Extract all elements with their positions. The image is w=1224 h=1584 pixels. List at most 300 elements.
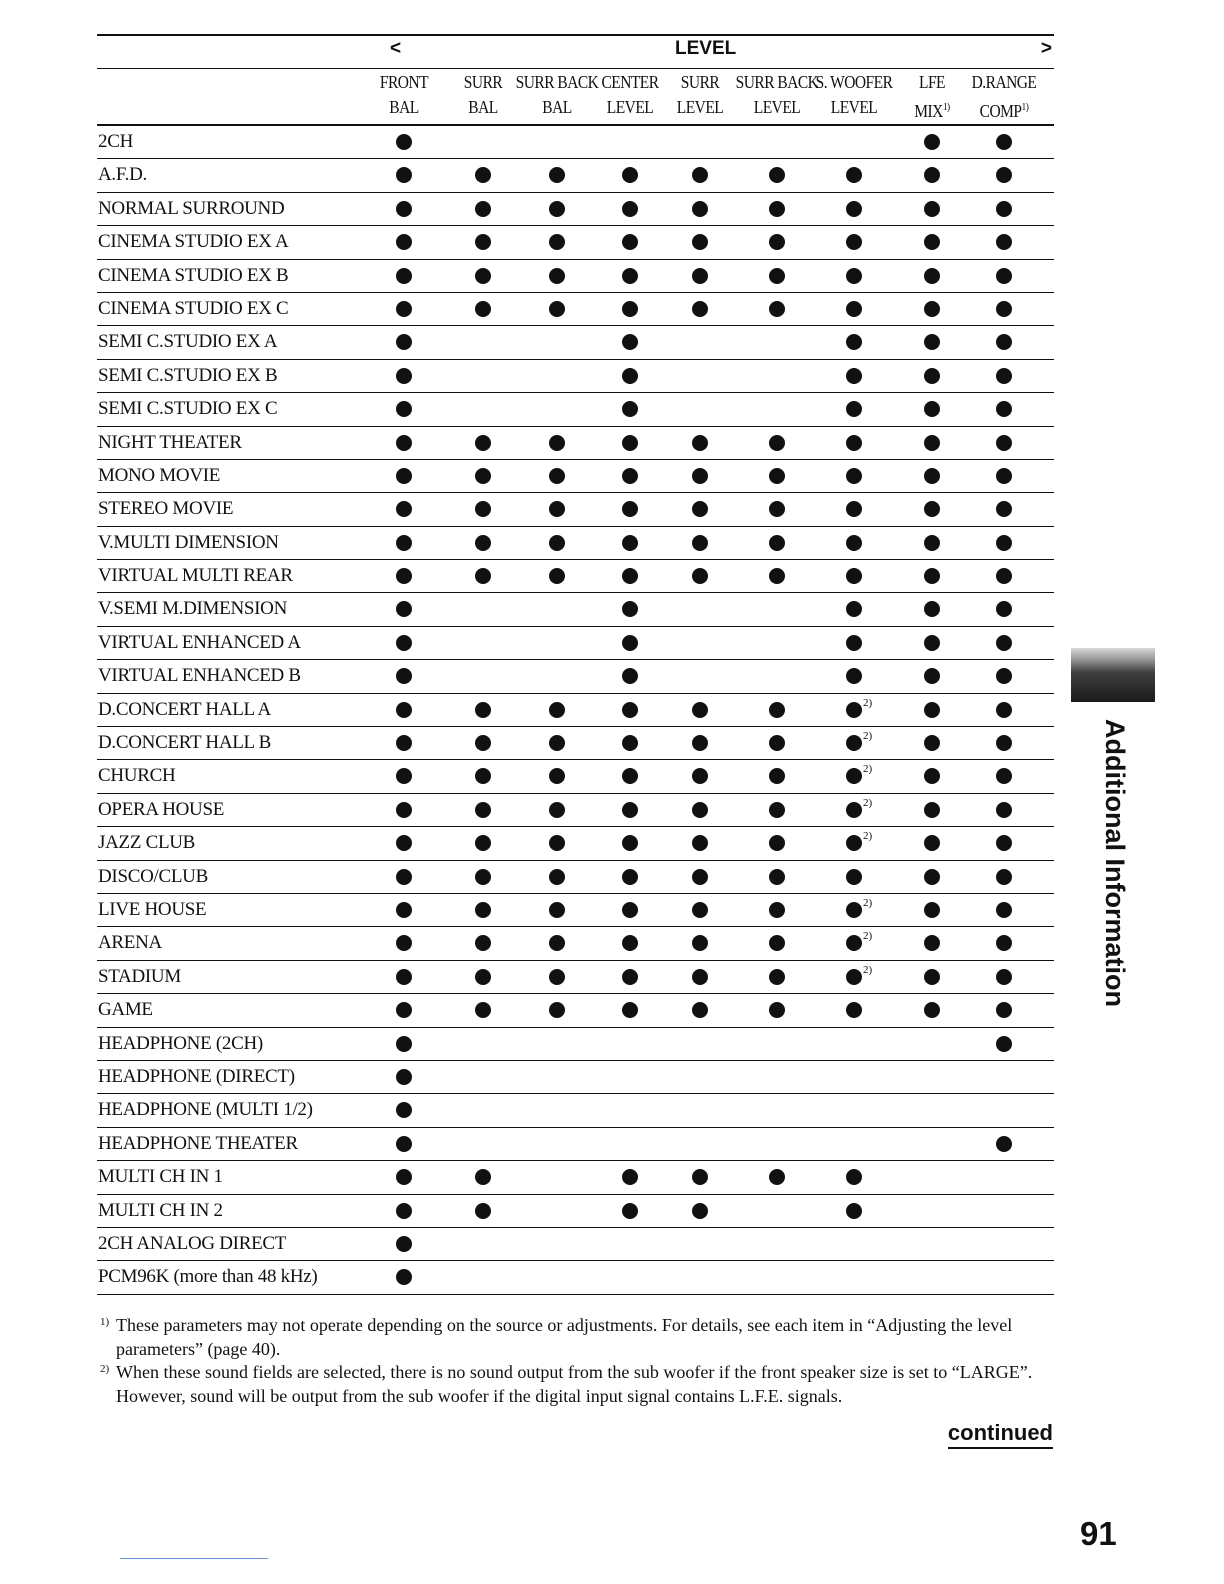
bullet-dot-icon	[549, 201, 565, 217]
bullet-dot-icon	[475, 167, 491, 183]
column-header-line2-text: BAL	[542, 97, 572, 117]
footnote-2-mark: 2)	[863, 930, 873, 943]
table-row	[97, 660, 1054, 693]
bullet-dot-icon	[622, 902, 638, 918]
column-header-line2-text: LEVEL	[753, 97, 801, 117]
bullet-dot-icon	[692, 167, 708, 183]
bullet-dot-icon	[396, 1036, 412, 1052]
bullet-dot-icon	[622, 201, 638, 217]
bullet-dot-icon	[475, 902, 491, 918]
footnote-mark: 1)	[100, 1316, 110, 1328]
bullet-dot-icon	[924, 768, 940, 784]
bullet-dot-icon	[924, 234, 940, 250]
sound-field-label: VIRTUAL MULTI REAR	[98, 565, 293, 587]
bullet-dot-icon	[622, 234, 638, 250]
table-row	[97, 560, 1054, 593]
sound-field-label: CINEMA STUDIO EX B	[98, 264, 289, 286]
bullet-dot-icon	[846, 1203, 862, 1219]
bullet-dot-icon	[396, 368, 412, 384]
bullet-dot-icon	[924, 268, 940, 284]
bullet-dot-icon	[846, 869, 862, 885]
footnote-2-mark: 2)	[863, 763, 873, 776]
bullet-dot-icon	[475, 969, 491, 985]
bullet-dot-icon	[622, 535, 638, 551]
bullet-dot-icon	[996, 167, 1012, 183]
bullet-dot-icon	[475, 835, 491, 851]
bullet-dot-icon	[846, 601, 862, 617]
bullet-dot-icon	[924, 368, 940, 384]
bullet-dot-icon	[396, 568, 412, 584]
sound-field-label: DISCO/CLUB	[98, 865, 208, 887]
footnote-text: When these sound fields are selected, there is no sound output from the sub woofer if the front speaker size is set to “LARGE”. However, sound will be output from the sub woofer if the digital input signal contains L.F.E. signals.	[116, 1362, 1033, 1406]
sound-field-label: STEREO MOVIE	[98, 498, 234, 520]
bullet-dot-icon	[769, 201, 785, 217]
sound-field-label: STADIUM	[98, 965, 181, 987]
level-left-arrow: <	[390, 38, 402, 59]
bullet-dot-icon	[475, 201, 491, 217]
column-header-footnote-mark: 1)	[942, 101, 950, 113]
bullet-dot-icon	[396, 768, 412, 784]
bullet-dot-icon	[996, 869, 1012, 885]
bullet-dot-icon	[622, 468, 638, 484]
sound-field-label: CINEMA STUDIO EX A	[98, 231, 289, 253]
table-row	[97, 427, 1054, 460]
bullet-dot-icon	[692, 201, 708, 217]
bullet-dot-icon	[692, 435, 708, 451]
bullet-dot-icon	[475, 501, 491, 517]
bullet-dot-icon	[769, 435, 785, 451]
table-row	[97, 961, 1054, 994]
table-row	[97, 1261, 1054, 1294]
bullet-dot-icon	[622, 601, 638, 617]
footnote-2-mark: 2)	[863, 896, 873, 909]
bullet-dot-icon	[692, 1002, 708, 1018]
bullet-dot-icon	[396, 802, 412, 818]
table-row	[97, 861, 1054, 894]
bullet-dot-icon	[396, 167, 412, 183]
sound-field-label: V.SEMI M.DIMENSION	[98, 598, 288, 620]
sound-field-label: HEADPHONE (MULTI 1/2)	[98, 1099, 313, 1121]
bullet-dot-icon	[692, 1203, 708, 1219]
bullet-dot-icon	[475, 802, 491, 818]
bullet-dot-icon	[846, 969, 862, 985]
bullet-dot-icon	[846, 301, 862, 317]
bullet-dot-icon	[996, 601, 1012, 617]
bullet-dot-icon	[996, 435, 1012, 451]
bullet-dot-icon	[549, 468, 565, 484]
bullet-dot-icon	[475, 702, 491, 718]
sound-field-label: HEADPHONE THEATER	[98, 1132, 298, 1154]
bullet-dot-icon	[769, 768, 785, 784]
column-header-line2-text: COMP	[979, 101, 1022, 121]
bullet-dot-icon	[549, 969, 565, 985]
sound-field-label: MONO MOVIE	[98, 464, 221, 486]
table-row	[97, 360, 1054, 393]
bullet-dot-icon	[549, 835, 565, 851]
bullet-dot-icon	[396, 1069, 412, 1085]
bullet-dot-icon	[846, 768, 862, 784]
column-header-line2-text: LEVEL	[606, 97, 654, 117]
bullet-dot-icon	[846, 835, 862, 851]
bullet-dot-icon	[622, 401, 638, 417]
bullet-dot-icon	[924, 601, 940, 617]
bullet-dot-icon	[996, 201, 1012, 217]
bullet-dot-icon	[924, 668, 940, 684]
bullet-dot-icon	[846, 535, 862, 551]
sound-field-label: SEMI C.STUDIO EX C	[98, 398, 278, 420]
bullet-dot-icon	[549, 568, 565, 584]
bullet-dot-icon	[622, 735, 638, 751]
bullet-dot-icon	[996, 668, 1012, 684]
bullet-dot-icon	[549, 902, 565, 918]
bullet-dot-icon	[396, 1169, 412, 1185]
bullet-dot-icon	[996, 268, 1012, 284]
bullet-dot-icon	[996, 234, 1012, 250]
table-row	[97, 1161, 1054, 1194]
bullet-dot-icon	[769, 802, 785, 818]
bullet-dot-icon	[396, 935, 412, 951]
bullet-dot-icon	[396, 468, 412, 484]
bullet-dot-icon	[549, 501, 565, 517]
bullet-dot-icon	[396, 668, 412, 684]
bullet-dot-icon	[846, 902, 862, 918]
bullet-dot-icon	[996, 1036, 1012, 1052]
bullet-dot-icon	[846, 268, 862, 284]
bullet-dot-icon	[692, 835, 708, 851]
footnote-2-mark: 2)	[863, 730, 873, 743]
bullet-dot-icon	[996, 368, 1012, 384]
bullet-dot-icon	[475, 268, 491, 284]
bullet-dot-icon	[924, 869, 940, 885]
table-row	[97, 694, 1054, 727]
column-header-line1: LFE	[919, 72, 945, 92]
bullet-dot-icon	[396, 702, 412, 718]
bullet-dot-icon	[924, 167, 940, 183]
footnote-2	[100, 1361, 1060, 1408]
bullet-dot-icon	[924, 835, 940, 851]
bullet-dot-icon	[769, 935, 785, 951]
bullet-dot-icon	[996, 535, 1012, 551]
bullet-dot-icon	[549, 869, 565, 885]
table-body	[97, 126, 1054, 1295]
bullet-dot-icon	[549, 435, 565, 451]
bullet-dot-icon	[996, 835, 1012, 851]
bullet-dot-icon	[769, 468, 785, 484]
column-header-line1: FRONT	[379, 72, 429, 92]
bullet-dot-icon	[396, 1236, 412, 1252]
bullet-dot-icon	[846, 401, 862, 417]
bullet-dot-icon	[996, 568, 1012, 584]
sound-field-label: VIRTUAL ENHANCED B	[98, 665, 301, 687]
bullet-dot-icon	[846, 201, 862, 217]
column-header-line1: CENTER	[601, 72, 659, 92]
bullet-dot-icon	[769, 902, 785, 918]
bullet-dot-icon	[396, 134, 412, 150]
bullet-dot-icon	[846, 802, 862, 818]
bullet-dot-icon	[692, 301, 708, 317]
table-top-rule	[97, 34, 1054, 36]
bullet-dot-icon	[622, 835, 638, 851]
bullet-dot-icon	[769, 1169, 785, 1185]
bullet-dot-icon	[475, 1002, 491, 1018]
bullet-dot-icon	[924, 902, 940, 918]
bullet-dot-icon	[846, 568, 862, 584]
bullet-dot-icon	[996, 635, 1012, 651]
bullet-dot-icon	[396, 201, 412, 217]
sound-field-label: D.CONCERT HALL A	[98, 698, 271, 720]
bullet-dot-icon	[622, 167, 638, 183]
table-row	[97, 1094, 1054, 1127]
section-tab-marker	[1071, 648, 1155, 702]
bullet-dot-icon	[846, 1002, 862, 1018]
table-row	[97, 527, 1054, 560]
bullet-dot-icon	[769, 835, 785, 851]
bullet-dot-icon	[475, 768, 491, 784]
bullet-dot-icon	[622, 869, 638, 885]
level-right-arrow: >	[1040, 38, 1052, 59]
bullet-dot-icon	[396, 869, 412, 885]
column-header-line2-text: LEVEL	[830, 97, 878, 117]
bullet-dot-icon	[924, 435, 940, 451]
section-side-label-text: Additional Information	[1100, 719, 1130, 1007]
bullet-dot-icon	[924, 1002, 940, 1018]
bullet-dot-icon	[996, 1136, 1012, 1152]
bullet-dot-icon	[996, 735, 1012, 751]
bullet-dot-icon	[396, 1136, 412, 1152]
bullet-dot-icon	[769, 301, 785, 317]
bullet-dot-icon	[692, 702, 708, 718]
bullet-dot-icon	[622, 1203, 638, 1219]
bullet-dot-icon	[622, 1169, 638, 1185]
column-header-line2-text: MIX	[914, 101, 943, 121]
table-row	[97, 1028, 1054, 1061]
bullet-dot-icon	[396, 435, 412, 451]
footnote-2-mark: 2)	[863, 830, 873, 843]
bullet-dot-icon	[924, 334, 940, 350]
bullet-dot-icon	[396, 902, 412, 918]
sound-field-label: MULTI CH IN 2	[98, 1199, 223, 1221]
table-row	[97, 627, 1054, 660]
bullet-dot-icon	[769, 568, 785, 584]
continued-label: continued	[948, 1420, 1053, 1449]
bullet-dot-icon	[396, 535, 412, 551]
table-row	[97, 1228, 1054, 1261]
table-row	[97, 126, 1054, 159]
bullet-dot-icon	[396, 301, 412, 317]
table-row	[97, 894, 1054, 927]
bullet-dot-icon	[769, 969, 785, 985]
bullet-dot-icon	[924, 802, 940, 818]
table-row	[97, 193, 1054, 226]
section-side-label	[1098, 719, 1138, 1029]
bullet-dot-icon	[549, 768, 565, 784]
bullet-dot-icon	[396, 835, 412, 851]
bullet-dot-icon	[475, 869, 491, 885]
bullet-dot-icon	[996, 301, 1012, 317]
column-headers	[97, 70, 1054, 124]
table-row	[97, 460, 1054, 493]
bullet-dot-icon	[475, 1169, 491, 1185]
bullet-dot-icon	[924, 501, 940, 517]
bullet-dot-icon	[692, 1169, 708, 1185]
table-row	[97, 827, 1054, 860]
bullet-dot-icon	[396, 1269, 412, 1285]
column-header	[952, 70, 1055, 124]
bullet-dot-icon	[769, 501, 785, 517]
footnote-text: These parameters may not operate depending on the source or adjustments. For details, see each item in “Adjusting the level parameters” (page 40).	[116, 1315, 1013, 1359]
bullet-dot-icon	[846, 668, 862, 684]
bullet-dot-icon	[396, 268, 412, 284]
bullet-dot-icon	[622, 301, 638, 317]
bullet-dot-icon	[549, 802, 565, 818]
bullet-dot-icon	[396, 501, 412, 517]
sound-field-label: A.F.D.	[98, 164, 147, 186]
bullet-dot-icon	[996, 802, 1012, 818]
bullet-dot-icon	[475, 301, 491, 317]
footnote-1	[100, 1314, 1060, 1361]
bullet-dot-icon	[692, 768, 708, 784]
bullet-dot-icon	[549, 702, 565, 718]
table-row	[97, 493, 1054, 526]
sound-field-label: SEMI C.STUDIO EX A	[98, 331, 278, 353]
footnote-2-mark: 2)	[863, 696, 873, 709]
bullet-dot-icon	[692, 234, 708, 250]
bullet-dot-icon	[396, 969, 412, 985]
footnote-2-mark: 2)	[863, 963, 873, 976]
sound-field-label: PCM96K (more than 48 kHz)	[98, 1266, 318, 1288]
bullet-dot-icon	[846, 167, 862, 183]
sound-field-label: OPERA HOUSE	[98, 798, 225, 820]
sound-field-label: ARENA	[98, 932, 162, 954]
bullet-dot-icon	[549, 735, 565, 751]
column-header-footnote-mark: 1)	[1021, 101, 1029, 113]
sound-field-label: D.CONCERT HALL B	[98, 732, 271, 754]
table-row	[97, 1195, 1054, 1228]
sound-field-label: 2CH ANALOG DIRECT	[98, 1232, 287, 1254]
sound-field-label: V.MULTI DIMENSION	[98, 531, 279, 553]
sound-field-label: CINEMA STUDIO EX C	[98, 297, 289, 319]
bullet-dot-icon	[769, 869, 785, 885]
column-header-line1: D.RANGE	[971, 72, 1037, 92]
bullet-dot-icon	[396, 735, 412, 751]
sound-field-label: HEADPHONE (2CH)	[98, 1032, 263, 1054]
column-header-line1: S. WOOFER	[815, 72, 893, 92]
column-header-line2-text: BAL	[389, 97, 419, 117]
column-header-line1: SURR	[463, 72, 503, 92]
bullet-dot-icon	[924, 401, 940, 417]
table-row	[97, 927, 1054, 960]
bullet-dot-icon	[475, 435, 491, 451]
bullet-dot-icon	[996, 501, 1012, 517]
bullet-dot-icon	[396, 334, 412, 350]
bullet-dot-icon	[996, 468, 1012, 484]
column-header-line1: SURR BACK	[515, 72, 599, 92]
bullet-dot-icon	[692, 735, 708, 751]
bullet-dot-icon	[396, 601, 412, 617]
table-row	[97, 760, 1054, 793]
bullet-dot-icon	[475, 735, 491, 751]
bullet-dot-icon	[924, 635, 940, 651]
bottom-line	[120, 1558, 268, 1559]
bullet-dot-icon	[769, 1002, 785, 1018]
bullet-dot-icon	[622, 935, 638, 951]
bullet-dot-icon	[692, 501, 708, 517]
bullet-dot-icon	[769, 535, 785, 551]
bullet-dot-icon	[622, 635, 638, 651]
bullet-dot-icon	[622, 501, 638, 517]
bullet-dot-icon	[996, 935, 1012, 951]
column-header-line2-text: LEVEL	[676, 97, 724, 117]
bullet-dot-icon	[396, 1203, 412, 1219]
bullet-dot-icon	[622, 702, 638, 718]
bullet-dot-icon	[396, 1102, 412, 1118]
column-header-line2	[952, 95, 1055, 124]
bullet-dot-icon	[996, 134, 1012, 150]
bullet-dot-icon	[692, 969, 708, 985]
level-rule	[97, 68, 1054, 69]
bullet-dot-icon	[924, 201, 940, 217]
sound-field-label: HEADPHONE (DIRECT)	[98, 1065, 295, 1087]
bullet-dot-icon	[924, 301, 940, 317]
bullet-dot-icon	[769, 234, 785, 250]
bullet-dot-icon	[549, 935, 565, 951]
bullet-dot-icon	[549, 234, 565, 250]
bullet-dot-icon	[622, 435, 638, 451]
bullet-dot-icon	[846, 234, 862, 250]
bullet-dot-icon	[549, 301, 565, 317]
bullet-dot-icon	[475, 468, 491, 484]
bullet-dot-icon	[996, 768, 1012, 784]
table-row	[97, 326, 1054, 359]
bullet-dot-icon	[622, 1002, 638, 1018]
sound-field-label: NORMAL SURROUND	[98, 197, 285, 219]
table-row	[97, 260, 1054, 293]
table-row	[97, 593, 1054, 626]
table-row	[97, 159, 1054, 192]
sound-field-label: SEMI C.STUDIO EX B	[98, 364, 278, 386]
bullet-dot-icon	[692, 468, 708, 484]
bullet-dot-icon	[846, 735, 862, 751]
bullet-dot-icon	[549, 167, 565, 183]
footnote-2-mark: 2)	[863, 796, 873, 809]
bullet-dot-icon	[622, 368, 638, 384]
bullet-dot-icon	[924, 935, 940, 951]
bullet-dot-icon	[475, 234, 491, 250]
bullet-dot-icon	[475, 568, 491, 584]
bullet-dot-icon	[924, 568, 940, 584]
bullet-dot-icon	[924, 134, 940, 150]
bullet-dot-icon	[692, 268, 708, 284]
bullet-dot-icon	[396, 1002, 412, 1018]
bullet-dot-icon	[692, 869, 708, 885]
bullet-dot-icon	[846, 468, 862, 484]
bullet-dot-icon	[846, 368, 862, 384]
table-row	[97, 794, 1054, 827]
bullet-dot-icon	[846, 435, 862, 451]
bullet-dot-icon	[924, 969, 940, 985]
bullet-dot-icon	[475, 1203, 491, 1219]
bullet-dot-icon	[996, 401, 1012, 417]
bullet-dot-icon	[692, 902, 708, 918]
bullet-dot-icon	[622, 802, 638, 818]
sound-field-label: GAME	[98, 999, 153, 1021]
table-row	[97, 226, 1054, 259]
bullet-dot-icon	[549, 268, 565, 284]
bullet-dot-icon	[924, 468, 940, 484]
bullet-dot-icon	[622, 668, 638, 684]
bullet-dot-icon	[622, 568, 638, 584]
bullet-dot-icon	[549, 535, 565, 551]
